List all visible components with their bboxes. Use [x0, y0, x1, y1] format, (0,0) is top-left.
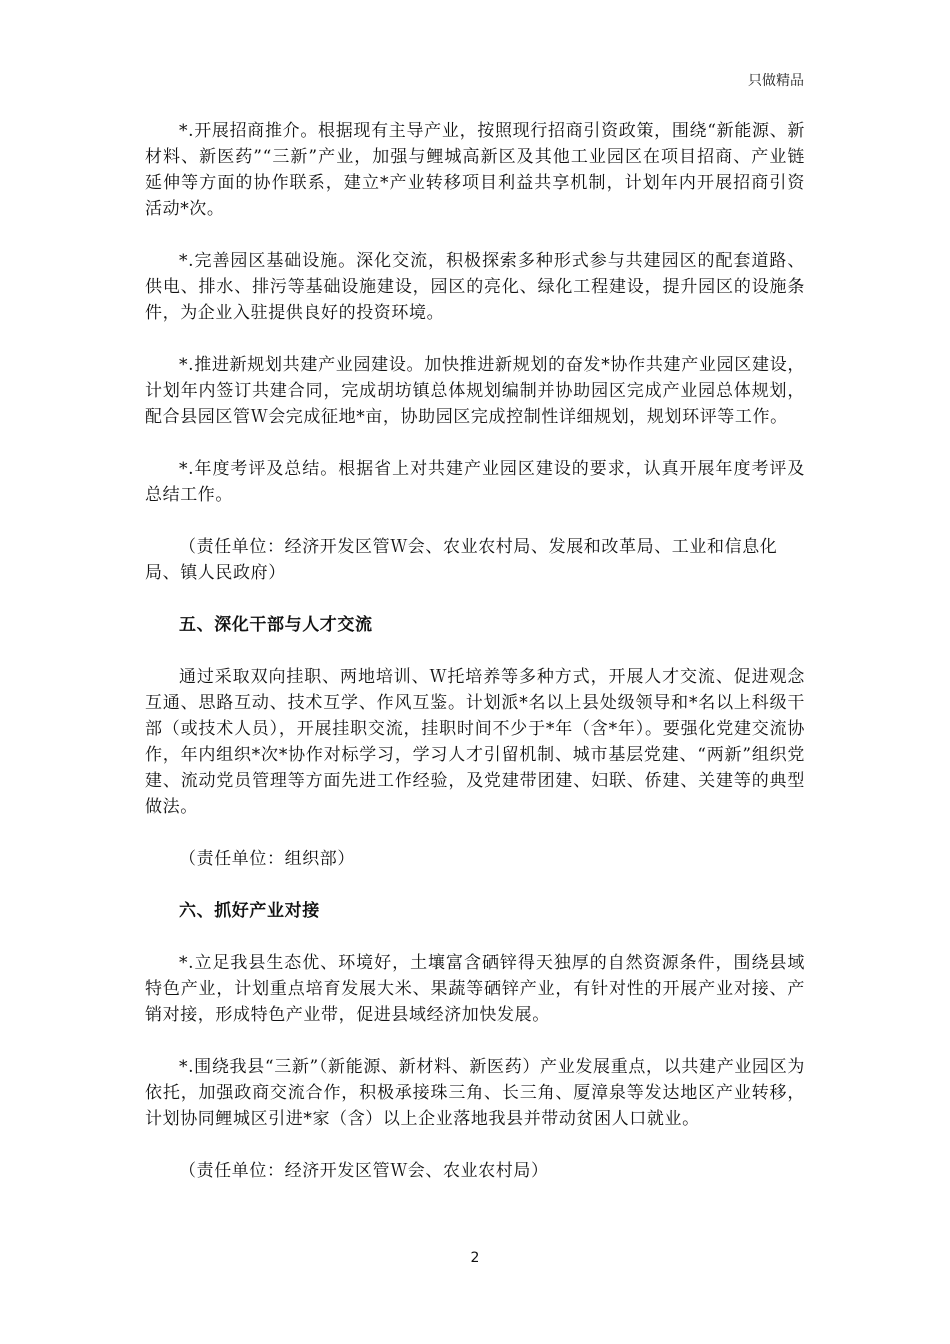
paragraph-new-park-construction: *.推进新规划共建产业园建设。加快推进新规划的奋发*协作共建产业园区建设，计划年内签订共建合同，完成胡坊镇总体规划编制并协助园区完成产业园总体规划，配合县园区管Ｗ会完成征地*亩，协助园区完成控制性详细规划，规划环评等工作。 [145, 355, 805, 427]
paragraph-infrastructure: *.完善园区基础设施。深化交流，积极探索多种形式参与共建园区的配套道路、供电、排水、排污等基础设施建设，园区的亮化、绿化工程建设，提升园区的设施条件，为企业入驻提供良好的投资环境。 [145, 251, 805, 323]
section-heading-5: 五、深化干部与人才交流 [179, 615, 373, 635]
paragraph-investment-promotion: *.开展招商推介。根据现有主导产业，按照现行招商引资政策，围绕“新能源、新材料、新医药”“三新”产业，加强与鲤城高新区及其他工业园区在项目招商、产业链延伸等方面的协作联系，建立*产业转移项目利益共享机制，计划年内开展招商引资活动*次。 [145, 121, 805, 219]
responsible-units-3: （责任单位：经济开发区管Ｗ会、农业农村局） [179, 1161, 549, 1181]
header-note: 只做精品 [748, 73, 804, 89]
paragraph-three-new-industries: *.围绕我县“三新”（新能源、新材料、新医药）产业发展重点，以共建产业园区为依托，加强政商交流合作，积极承接珠三角、长三角、厦漳泉等发达地区产业转移，计划协同鲤城区引进*家（含）以上企业落地我县并带动贫困人口就业。 [145, 1057, 805, 1129]
page-number: 2 [470, 1250, 480, 1266]
section-heading-6: 六、抓好产业对接 [179, 901, 320, 921]
responsible-units-1: （责任单位：经济开发区管Ｗ会、农业农村局、发展和改革局、工业和信息化局、镇人民政府） [145, 537, 778, 583]
paragraph-annual-review: *.年度考评及总结。根据省上对共建产业园区建设的要求，认真开展年度考评及总结工作。 [145, 459, 805, 505]
paragraph-talent-exchange: 通过采取双向挂职、两地培训、Ｗ托培养等多种方式，开展人才交流、促进观念互通、思路互动、技术互学、作风互鉴。计划派*名以上县处级领导和*名以上科级干部（或技术人员），开展挂职交流，挂职时间不少于*年（含*年）。要强化党建交流协作，年内组织*次*协作对标学习，学习人才引留机制、城市基层党建、“两新”组织党建、流动党员管理等方面先进工作经验，及党建带团建、妇联、侨建、关建等的典型做法。 [145, 667, 805, 817]
paragraph-ecological-industry: *.立足我县生态优、环境好，土壤富含硒锌得天独厚的自然资源条件，围绕县域特色产业，计划重点培育发展大米、果蔬等硒锌产业，有针对性的开展产业对接、产销对接，形成特色产业带，促进县域经济加快发展。 [145, 953, 805, 1025]
responsible-units-2: （责任单位：组织部） [179, 849, 355, 869]
document-body [145, 118, 805, 1184]
